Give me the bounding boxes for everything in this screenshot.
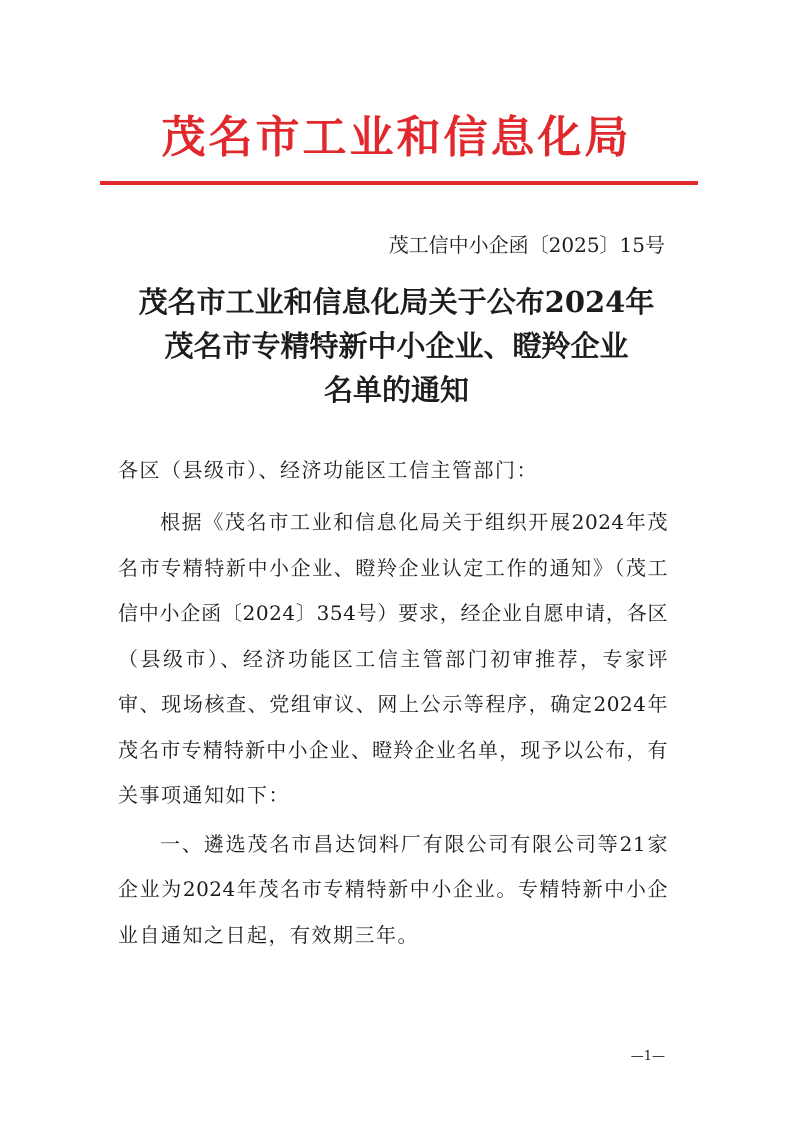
document-number: 茂工信中小企函〔2025〕15号 (388, 233, 665, 257)
body-line: 信中小企函〔2024〕354号）要求，经企业自愿申请，各区 (118, 601, 668, 625)
red-header-rule (100, 181, 698, 185)
body-line: 根据《茂名市工业和信息化局关于组织开展2024年茂 (160, 510, 668, 534)
body-line: 企业为2024年茂名市专精特新中小企业。专精特新中小企 (118, 877, 668, 901)
body-line: 业自通知之日起，有效期三年。 (118, 922, 419, 947)
title-line: 茂名市专精特新中小企业、瞪羚企业 (164, 329, 629, 363)
document-body (118, 500, 668, 958)
paragraph-basis (118, 500, 668, 819)
page-number: —1— (630, 1049, 665, 1064)
body-line: 审、现场核查、党组审议、网上公示等程序，确定2024年 (118, 692, 668, 716)
document-title (0, 280, 793, 412)
title-line: 名单的通知 (323, 373, 469, 407)
body-line: 茂名市专精特新中小企业、瞪羚企业名单，现予以公布，有 (118, 737, 668, 762)
issuing-authority-header: 茂名市工业和信息化局 (161, 112, 632, 163)
title-line: 茂名市工业和信息化局关于公布2024年 (138, 285, 655, 319)
body-line: 关事项通知如下： (118, 783, 290, 807)
body-line: 一、遴选茂名市昌达饲料厂有限公司有限公司等21家 (160, 831, 668, 856)
salutation: 各区（县级市）、经济功能区工信主管部门： (118, 458, 538, 482)
paragraph-item-one (118, 822, 668, 959)
body-line: （县级市）、经济功能区工信主管部门初审推荐，专家评 (118, 646, 668, 671)
body-line: 名市专精特新中小企业、瞪羚企业认定工作的通知》（茂工 (118, 555, 668, 580)
